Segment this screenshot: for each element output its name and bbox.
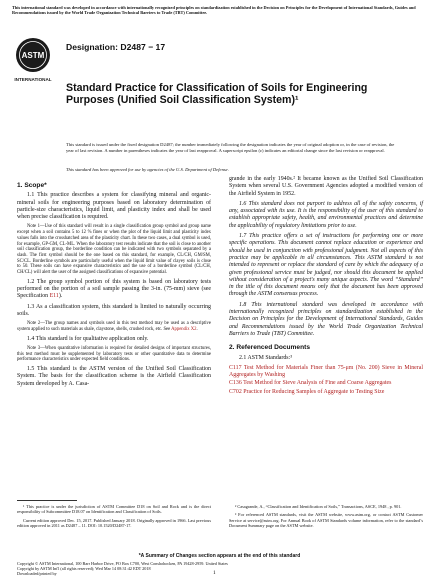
paragraph-2-1: 2.1 ASTM Standards:³ — [239, 354, 292, 361]
scope-heading: 1. Scope* — [17, 182, 47, 189]
footnote-3: ³ For referenced ASTM standards, visit the ASTM website, www.astm.org, or contact ASTM Customer Service at service@astm.org. For Annual Book of ASTM Standards volume information, refer to the standard’s Document Summary page on the ASTM website. — [229, 512, 423, 528]
paragraph-1-1: 1.1 This practice describes a system for classifying mineral and organic-mineral soils for engineering purposes based on laboratory determination of particle-size characteristics, liquid limit, and plasticity index and shall be used when precise classification is required. — [17, 192, 211, 221]
footnote-1: ¹ This practice is under the jurisdiction of ASTM Committee D18 on Soil and Rock and is the direct responsibility of Subcommittee D18.07 on Identification and Classification of Soils. — [17, 504, 211, 515]
footnote-1-edition: Current edition approved Dec. 15, 2017. Published January 2018. Originally approved in 1966. Last previous edition approved in 2011 as D2487 – 11. DOI: 10.1520/D2487-17. — [17, 517, 211, 528]
ref-link-c702[interactable]: C702 — [229, 388, 242, 395]
note-2 — [17, 321, 211, 332]
footnote-2: ² Casagrande, A., “Classification and Identification of Soils,” Transactions, ASCE, 1948 , p. 901. — [235, 504, 402, 509]
right-column — [229, 176, 423, 397]
paragraph-1-5: 1.5 This standard is the ASTM version of the Unified Soil Classification System. The basis for the classification scheme is the Airfield Classification System developed by A. Casa- — [17, 366, 211, 387]
downloaded-by-line: Downloaded/printed by — [17, 570, 57, 576]
issuance-note: This standard is issued under the fixed designation D2487; the number immediately following the designation indicates the year of original adoption or, in the case of revision, the year of last revision. A number in parentheses indicates the year of last reapproval. A superscript epsilon (ε) indicates an editorial change since the last revision or reapproval. — [66, 142, 395, 153]
copyright-download-line: Copyright by ASTM Int'l (all rights reserved); Wed Mar 14 08:31:42 EDT 2018 — [17, 565, 151, 571]
astm-logo-icon — [14, 35, 52, 85]
paragraph-1-2-end: ). — [58, 293, 63, 300]
paragraph-1-8: 1.8 This international standard was developed in accordance with internationally recognized principles on standardization established in the Decision on Principles for the Development of International Standards, Guides and Recommendations issued by the World Trade Organization Technical Barriers to Trade (TBT) Committee. — [229, 301, 423, 337]
copyright-block — [17, 562, 317, 577]
footnotes-right — [229, 504, 423, 531]
paragraph-1-6: 1.6 This standard does not purport to address all of the safety concerns, if any, associated with its use. It is the responsibility of the user of this standard to establish appropriate safety, health, and environmental practices and determine the applicability of regulatory limitations prior to use. — [229, 200, 423, 229]
note-1: Note 1—Use of this standard will result in a single classification group symbol and group name except when a soil contains 5 to 12 % fines or when the plot of the liquid limit and plasticity index values falls into the crosshatched area of the plasticity chart. In these two cases, a dual symbol is used, for example, GP-GM, CL-ML. When the laboratory test results indicate that the soil is close to another soil classification group, the borderline condition can be indicated with two symbols separated by a slash. The first symbol should be the one based on this standard, for example, CL/CH, GM/SM, SC/CL. Borderline symbols are particularly useful when the liquid limit value of clayey soils is close to 50. These soils can have expansive characteristics and the use of a borderline symbol (CL/CH, CH/CL) will alert the user of the assigned classifications of expansive potential. — [17, 224, 211, 276]
document-title: Standard Practice for Classification of Soils for Engineering Purposes (Unified Soil Classification System)¹ — [66, 82, 368, 107]
ref-title-c702[interactable]: Practice for Reducing Samples of Aggregate to Testing Size — [241, 388, 385, 395]
ref-link-c136[interactable]: C136 — [229, 380, 242, 387]
reference-item — [229, 389, 423, 396]
paragraph-1-5-cont: grande in the early 1940s.² It became known as the Unified Soil Classification System when several U.S. Government Agencies adopted a modified version of the Airfield System in 1952. — [229, 176, 423, 197]
reference-item — [229, 380, 423, 387]
ref-title-c136[interactable]: Test Method for Sieve Analysis of Fine and Coarse Aggregates — [241, 380, 392, 387]
designation: Designation: D2487 − 17 — [66, 42, 166, 52]
paragraph-1-3: 1.3 As a classification system, this standard is limited to naturally occurring soils. — [17, 303, 211, 317]
svg-text:INTERNATIONAL: INTERNATIONAL — [14, 77, 52, 82]
ref-link-c117[interactable]: C117 — [229, 364, 242, 371]
approval-note: This standard has been approved for use by agencies of the U.S. Department of Defense. — [66, 167, 229, 172]
paragraph-1-7: 1.7 This practice offers a set of instructions for performing one or more specific operations. This document cannot replace education or experience and should be used in conjunction with professional judgment. Not all aspects of this practice may be applicable in all circumstances. This ASTM standard is not intended to represent or replace the standard of care by which the adequacy of a given professional service must be judged, nor should this document be applied without consideration of a project's many unique aspects. The word “Standard” in the title of this document means only that the document has been approved through the ASTM consensus process. — [229, 233, 423, 298]
note-2-end: . — [196, 327, 198, 332]
ref-link-appendix-x2[interactable]: Appendix X2 — [171, 327, 197, 332]
top-note: This international standard was developed in accordance with internationally recognized principles on standardization established in the Decision on Principles for the Development of International Standards, Guides and Recommendations issued by the World Trade Organization Technical Barriers to Trade (TBT) Committee. — [12, 5, 416, 16]
footnotes-left — [17, 504, 211, 531]
referenced-documents-heading: 2. Referenced Documents — [229, 344, 310, 352]
footnote-divider — [17, 500, 77, 501]
note-3: Note 3—When quantitative information is required for detailed designs of important structures, this test method must be supplemented by laboratory tests or other quantitative data to determine performance characteristics under expected field conditions. — [17, 346, 211, 363]
paragraph-1-2-text: 1.2 The group symbol portion of this system is based on laboratory tests performed on the portion of a soil sample passing the 3-in. (75-mm) sieve (see Specification — [17, 278, 211, 300]
summary-of-changes-note: *A Summary of Changes section appears at the end of this standard — [138, 553, 301, 559]
ref-title-c117[interactable]: Test Method for Materials Finer than 75-μm (No. 200) Sieve in Mineral Aggregates by Washing — [229, 364, 423, 379]
page-number: 1 — [213, 570, 216, 576]
note-2-text: Note 2—The group names and symbols used in this test method may be used as a descriptive system applied to such materials as shale, claystone, shells, crushed rock, etc. See — [17, 321, 211, 332]
ref-link-e11[interactable]: E11 — [49, 293, 59, 300]
reference-item — [229, 365, 423, 380]
copyright-line: Copyright © ASTM International, 100 Barr Harbor Drive, PO Box C700, West Conshohocken, PA 19428-2959. United States — [17, 561, 228, 566]
paragraph-1-2 — [17, 279, 211, 301]
paragraph-1-4: 1.4 This standard is for qualitative application only. — [27, 335, 149, 342]
svg-text:ASTM: ASTM — [21, 51, 45, 60]
left-column — [17, 176, 211, 391]
astm-logo — [14, 35, 52, 85]
